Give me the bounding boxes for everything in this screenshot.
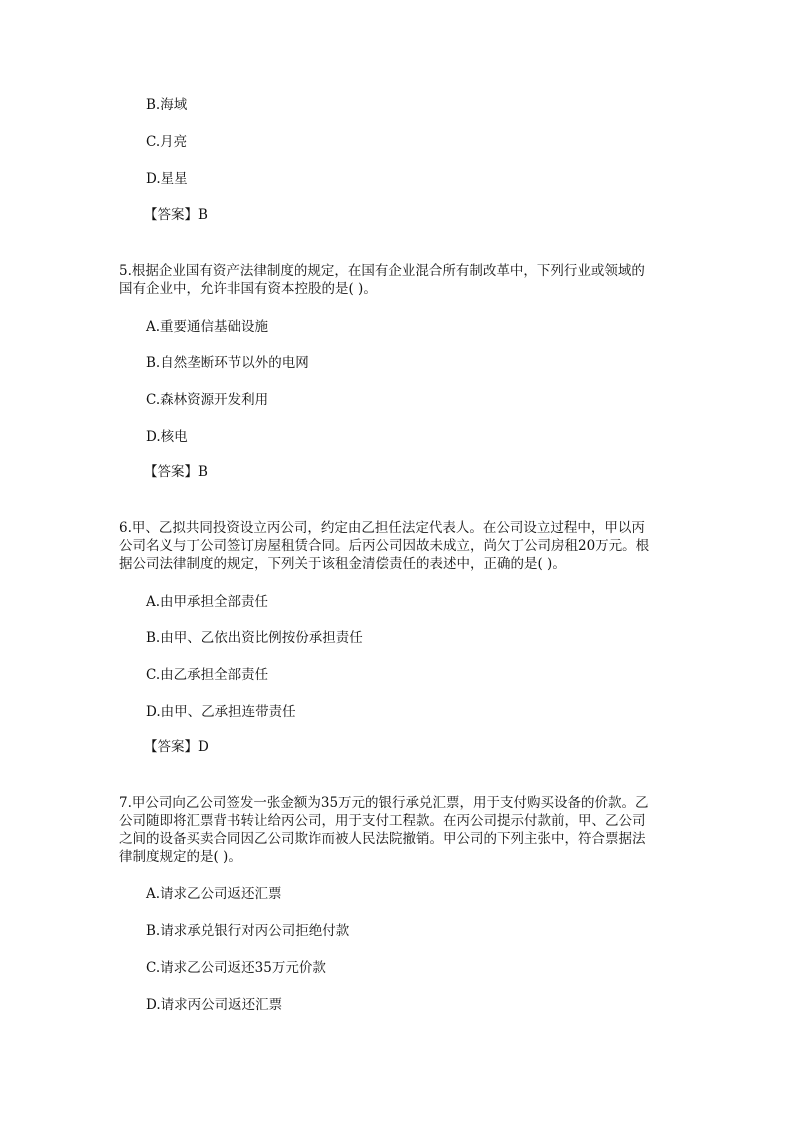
q4-option-c: C.月亮 [146,134,188,150]
q7-option-d: D.请求丙公司返还汇票 [146,997,283,1013]
q5-option-b: B.自然垄断环节以外的电网 [146,355,309,371]
q7-stem-line-2: 公司随即将汇票背书转让给丙公司，用于支付工程款。在丙公司提示付款前，甲、乙公司 [119,813,646,829]
q4-option-d: D.星星 [146,171,188,187]
q6-answer: 【答案】D [144,739,209,755]
q7-stem-line-4: 律制度规定的是( )。 [119,849,242,865]
q7-option-c: C.请求乙公司返还35万元价款 [146,960,326,976]
q5-option-a: A.重要通信基础设施 [146,319,269,335]
q7-option-b: B.请求承兑银行对丙公司拒绝付款 [146,923,350,939]
q5-option-d: D.核电 [146,429,188,445]
q7-stem-line-1: 7.甲公司向乙公司签发一张金额为35万元的银行承兑汇票，用于支付购买设备的价款。乙 [119,795,649,811]
q6-option-c: C.由乙承担全部责任 [146,667,269,683]
q4-option-b: B.海域 [146,97,188,113]
q4-answer: 【答案】B [144,207,208,223]
q6-option-d: D.由甲、乙承担连带责任 [146,704,296,720]
q6-stem-line-1: 6.甲、乙拟共同投资设立丙公司，约定由乙担任法定代表人。在公司设立过程中，甲以丙 [119,520,645,536]
q6-option-a: A.由甲承担全部责任 [146,594,269,610]
q5-option-c: C.森林资源开发利用 [146,392,269,408]
q7-stem-line-3: 之间的设备买卖合同因乙公司欺诈而被人民法院撤销。甲公司的下列主张中，符合票据法 [119,831,646,847]
q7-option-a: A.请求乙公司返还汇票 [146,886,282,902]
q6-stem-line-3: 据公司法律制度的规定，下列关于该租金清偿责任的表述中，正确的是( )。 [119,556,566,572]
q6-option-b: B.由甲、乙依出资比例按份承担责任 [146,630,363,646]
q5-stem-line-1: 5.根据企业国有资产法律制度的规定，在国有企业混合所有制改革中，下列行业或领域的 [119,263,645,279]
q5-stem-line-2: 国有企业中，允许非国有资本控股的是( )。 [119,281,377,297]
q6-stem-line-2: 公司名义与丁公司签订房屋租赁合同。后丙公司因故未成立，尚欠丁公司房租20万元。根 [119,538,650,554]
q5-answer: 【答案】B [144,464,208,480]
